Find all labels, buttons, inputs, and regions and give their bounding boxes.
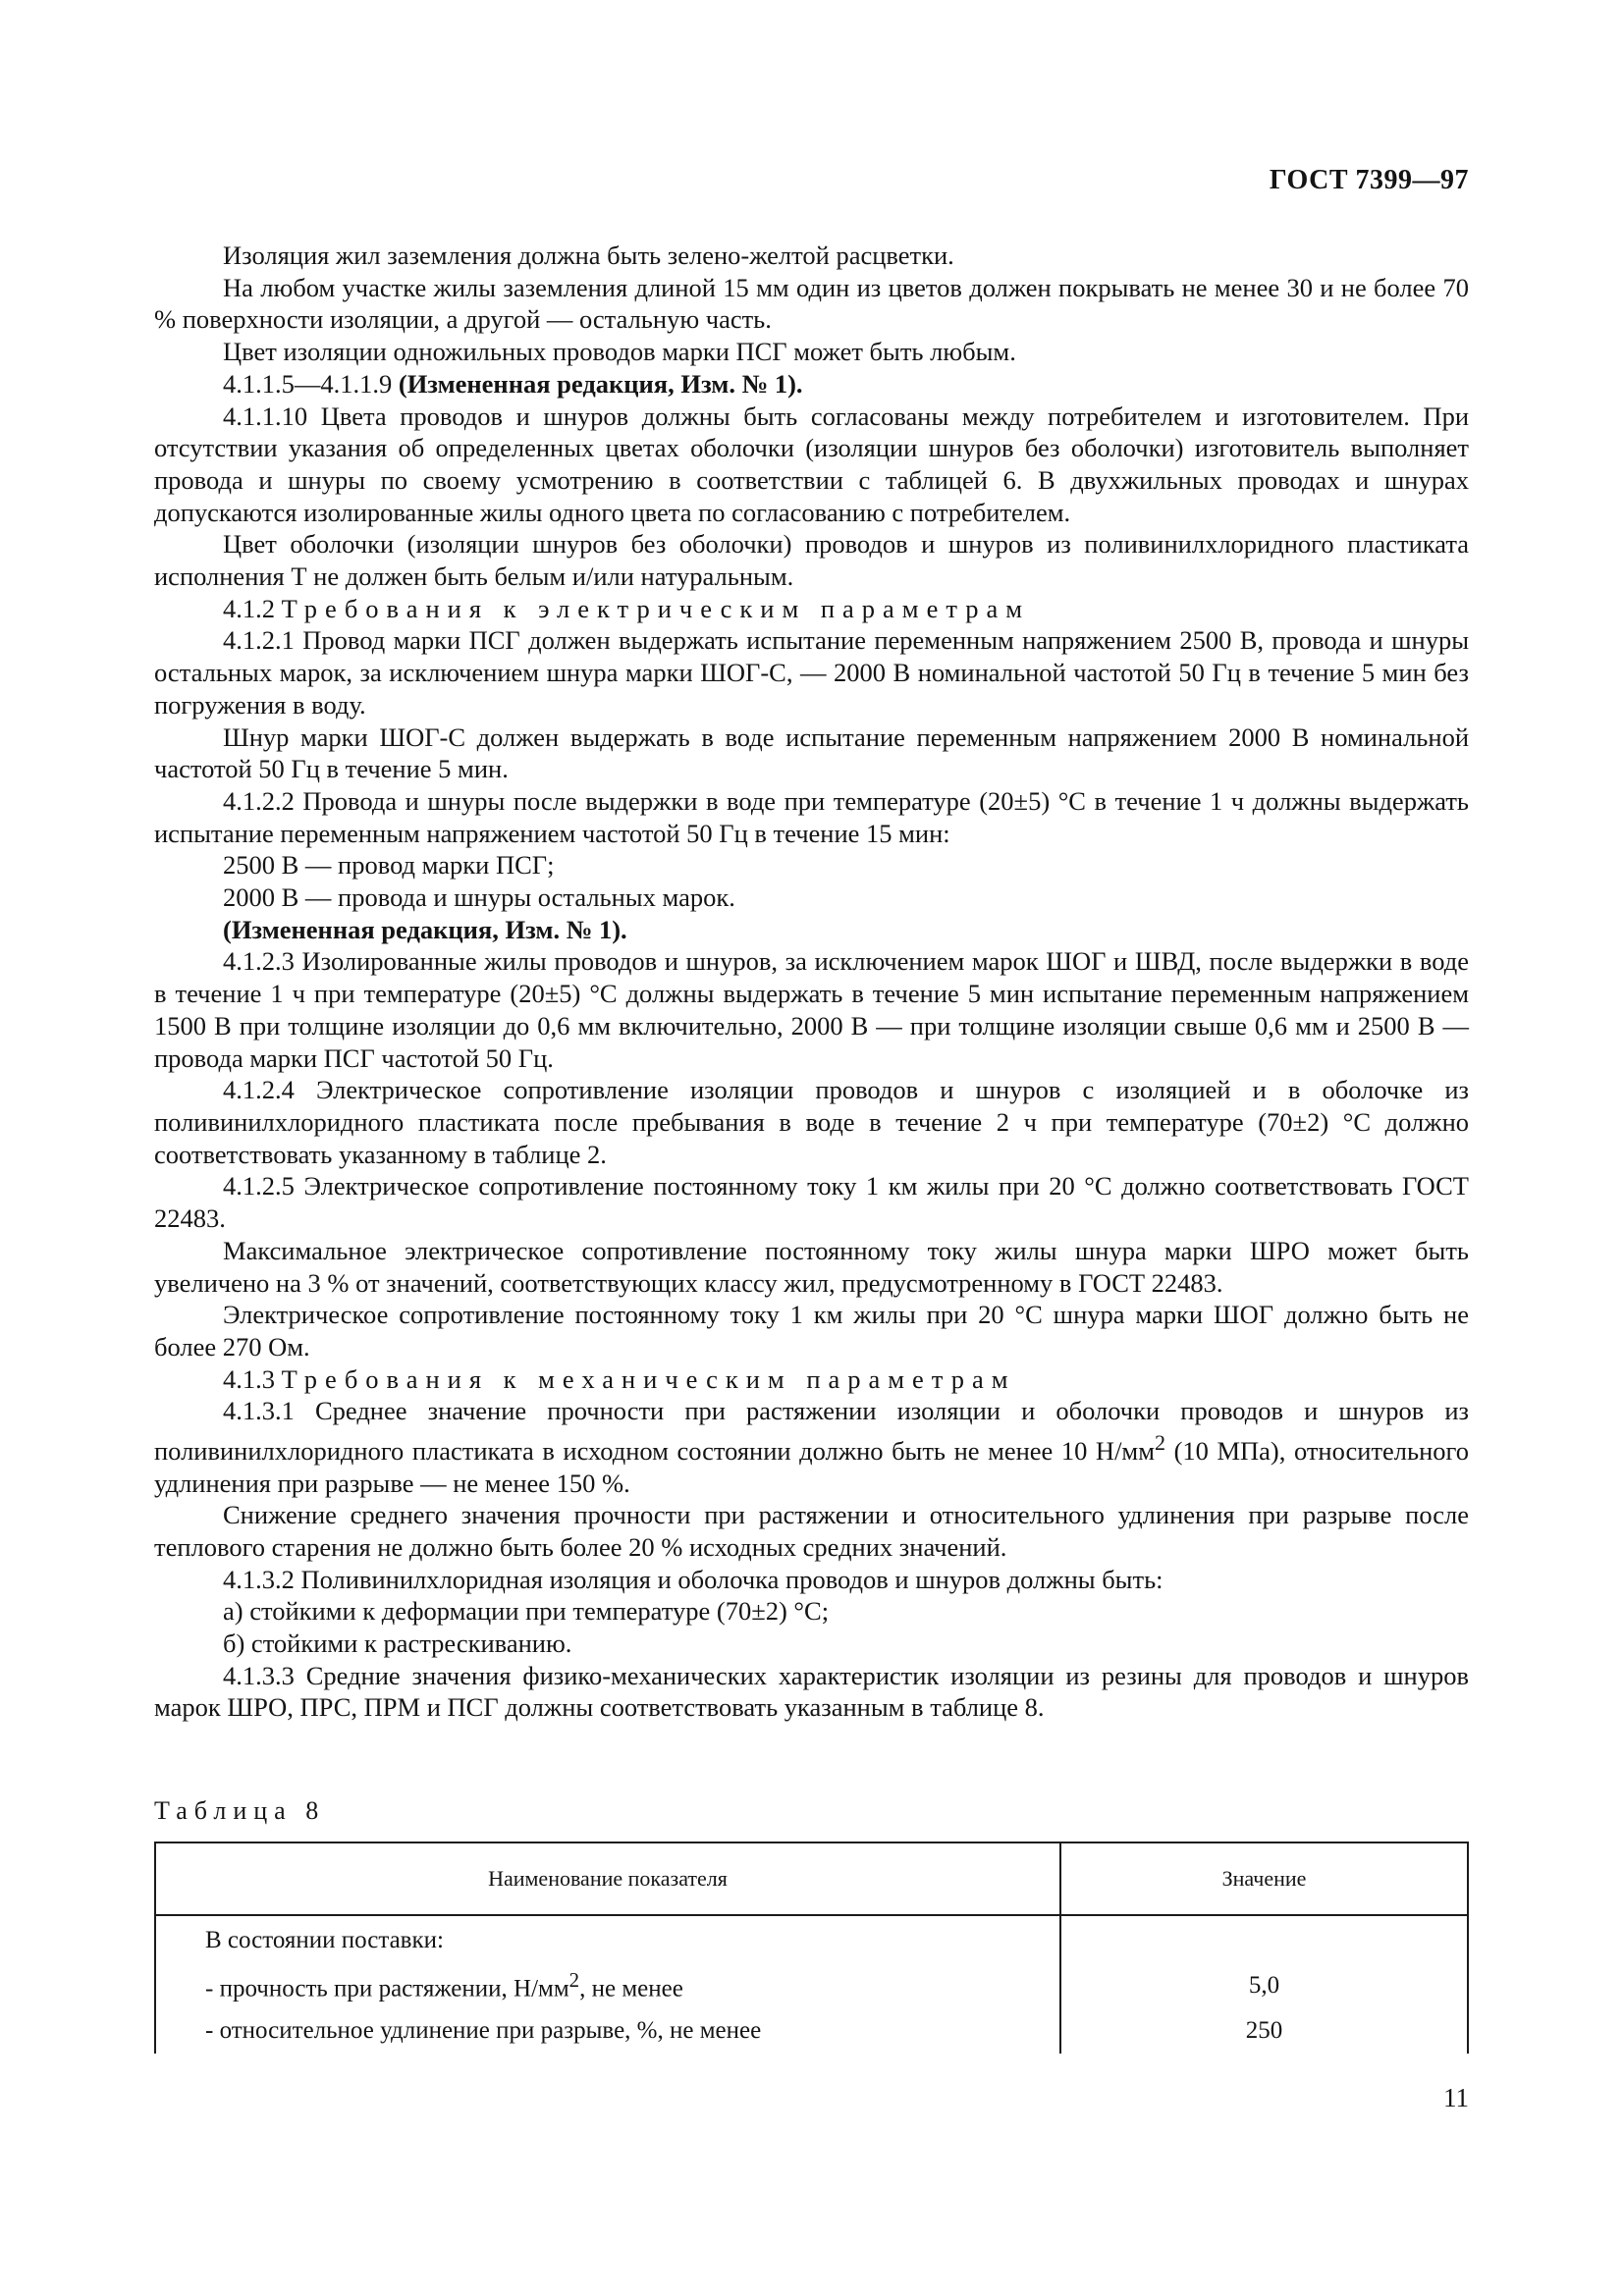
paragraph: Электрическое сопротивление постоянному току 1 км жилы при 20 °С шнура марки ШОГ должно быть не более 270 Ом. (154, 1300, 1469, 1362)
paragraph: Шнур марки ШОГ-С должен выдержать в воде испытание переменным напряжением 2000 В номинальной частотой 50 Гц в течение 5 мин. (154, 721, 1469, 784)
paragraph: 4.1.2.1 Провод марки ПСГ должен выдержать испытание переменным напряжением 2500 В, провода и шнуры остальных марок, за исключением шнура марки ШОГ-С, — 2000 В номинальной частотой 50 Гц в течение 5 мин без погружения в воду. (154, 625, 1469, 720)
paragraph (154, 1395, 1469, 1499)
amendment-note: (Измененная редакция, Изм. № 1). (398, 368, 803, 399)
paragraph (154, 368, 1469, 400)
section-title: Требования к механическим параметрам (281, 1363, 1016, 1394)
paragraph: На любом участке жилы заземления длиной 15 мм один из цветов должен покрывать не менее 30 и не более 70 % поверхности изоляции, а другой — остальную часть. (154, 272, 1469, 335)
table-header-row (155, 1842, 1468, 1915)
section-title: Требования к электрическим параметрам (281, 593, 1031, 623)
clause-number: 4.1.1.5—4.1.1.9 (223, 368, 393, 399)
table-row (155, 1963, 1468, 2008)
amendment-note: (Измененная редакция, Изм. № 1). (223, 914, 627, 944)
paragraph: 4.1.3.3 Средние значения физико-механических характеристик изоляции из резины для проводов и шнуров марок ШРО, ПРС, ПРМ и ПСГ должны соответствовать указанным в таблице 8. (154, 1660, 1469, 1723)
paragraph: 4.1.2.5 Электрическое сопротивление постоянному току 1 км жилы при 20 °С должно соответствовать ГОСТ 22483. (154, 1171, 1469, 1234)
document-body (154, 240, 1469, 1724)
paragraph: 2000 В — провода и шнуры остальных марок. (223, 882, 735, 913)
paragraph: Цвет изоляции одножильных проводов марки ПСГ может быть любым. (223, 337, 1016, 367)
document-header: ГОСТ 7399—97 (1269, 165, 1469, 195)
table-8 (154, 1842, 1469, 2065)
section-number: 4.1.3 (223, 1363, 275, 1394)
section-number: 4.1.2 (223, 593, 275, 623)
row-value: 250 (1060, 2008, 1468, 2054)
paragraph: б) стойкими к растрескиванию. (223, 1629, 572, 1659)
paragraph (154, 914, 1469, 946)
paragraph: 4.1.3.2 Поливинилхлоридная изоляция и оболочка проводов и шнуров должны быть: (223, 1564, 1163, 1594)
superscript: 2 (1154, 1430, 1166, 1456)
paragraph: 4.1.2.3 Изолированные жилы проводов и шнуров, за исключением марок ШОГ и ШВД, после выдержки в воде в течение 1 ч при температуре (20±5) °С должны выдержать в течение 5 мин испытание переменным напряжением 1500 В при толщине изоляции до 0,6 мм включительно, 2000 В — при толщине изоляции свыше 0,6 мм и 2500 В — провода марки ПСГ частотой 50 Гц. (154, 946, 1469, 1073)
header-value: Значение (1060, 1842, 1468, 1915)
row-name: В состоянии поставки: (155, 1918, 1060, 1963)
paragraph-tail: (10 МПа), относительного удлинения при разрыве — не менее 150 %. (154, 1435, 1470, 1498)
row-value (1060, 1918, 1468, 1963)
row-name (155, 1963, 1060, 2008)
paragraph: а) стойкими к деформации при температуре (70±2) °С; (223, 1596, 830, 1627)
row-name-text: - прочность при растяжении, Н/мм (205, 1975, 569, 2002)
paragraph: Максимальное электрическое сопротивление постоянному току жилы шнура марки ШРО может быть увеличено на 3 % от значений, соответствующих классу жил, предусмотренному в ГОСТ 22483. (154, 1235, 1469, 1298)
table-row (155, 2008, 1468, 2054)
paragraph: 4.1.2.2 Провода и шнуры после выдержки в воде при температуре (20±5) °С в течение 1 ч должны выдержать испытание переменным напряжением частотой 50 Гц в течение 15 мин: (154, 785, 1469, 848)
row-value: 5,0 (1060, 1963, 1468, 2008)
row-name: - относительное удлинение при разрыве, %, не менее (155, 2008, 1060, 2054)
paragraph: 4.1.1.10 Цвета проводов и шнуров должны быть согласованы между потребителем и изготовителем. При отсутствии указания об определенных цветах оболочки (изоляции шнуров без оболочки) изготовитель выполняет провода и шнуры по своему усмотрению в соответствии с таблицей 6. В двухжильных проводах и шнурах допускаются изолированные жилы одного цвета по согласованию с потребителем. (154, 400, 1469, 527)
header-name: Наименование показателя (155, 1842, 1060, 1915)
properties-table (154, 1842, 1469, 2054)
table-caption: Таблица 8 (154, 1796, 326, 1825)
paragraph: Изоляция жил заземления должна быть зелено-желтой расцветки. (223, 240, 954, 270)
superscript: 2 (568, 1968, 580, 1993)
paragraph: Снижение среднего значения прочности при растяжении и относительного удлинения при разрыве после теплового старения не должно быть более 20 % исходных средних значений. (154, 1500, 1469, 1562)
paragraph-text: 4.1.3.1 Среднее значение прочности при растяжении изоляции и оболочки проводов и шнуров из поливинилхлоридного пластиката в исходном состоянии должно быть не менее 10 Н/мм (154, 1396, 1469, 1466)
section-heading (154, 593, 1469, 625)
paragraph: 2500 В — провод марки ПСГ; (223, 850, 555, 881)
paragraph: 4.1.2.4 Электрическое сопротивление изоляции проводов и шнуров с изоляцией и в оболочке из поливинилхлоридного пластиката после пребывания в воде в течение 2 ч при температуре (70±2) °С должно соответствовать указанному в таблице 2. (154, 1075, 1469, 1169)
row-name-tail: , не менее (579, 1975, 683, 2002)
table-row (155, 1918, 1468, 1963)
page-number: 11 (1443, 2083, 1469, 2112)
section-heading (154, 1363, 1469, 1396)
paragraph: Цвет оболочки (изоляции шнуров без оболочки) проводов и шнуров из поливинилхлоридного пластиката исполнения Т не должен быть белым и/или натуральным. (154, 529, 1469, 592)
